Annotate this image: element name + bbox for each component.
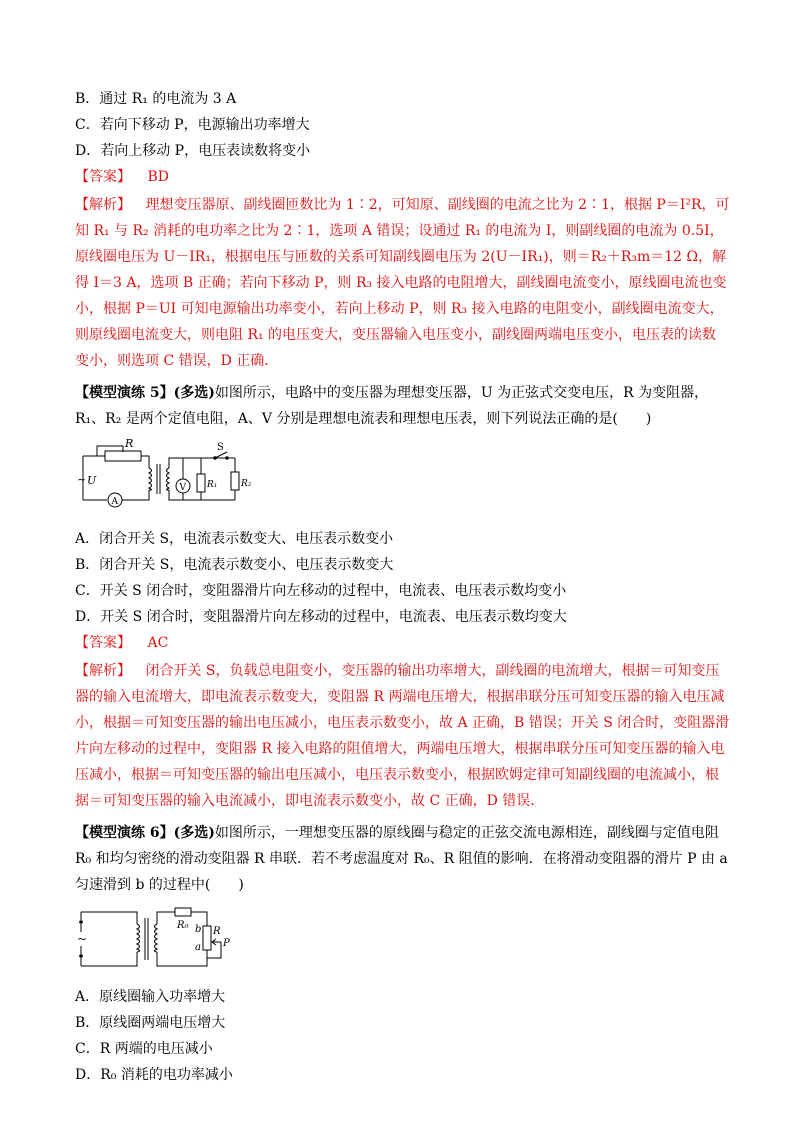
resistor-r0 bbox=[175, 908, 191, 916]
q6-heading: 【模型演练 6】(多选) bbox=[75, 825, 215, 841]
label-ac-tilde: ~ bbox=[77, 473, 87, 486]
q6-option-a: A．原线圈输入功率增大 bbox=[75, 989, 226, 1005]
q5-option-a: A．闭合开关 S，电流表示数变大、电压表示数变小 bbox=[75, 531, 394, 547]
label-r2: R₂ bbox=[241, 479, 252, 489]
q5-answer-line bbox=[75, 632, 730, 654]
label-b: b bbox=[195, 924, 202, 935]
label-switch-s: S bbox=[217, 442, 224, 453]
q5-option-c: C．开关 S 闭合时，变阻器滑片向左移动的过程中，电流表、电压表示数均变小 bbox=[75, 583, 567, 599]
analysis-text: 理想变压器原、副线圈匝数比为 1∶2，可知原、副线圈的电流之比为 2∶1，根据 P＝I²R，可知 R₁ 与 R₂ 消耗的电功率之比为 2∶1，选项 A 错误；设通过 R₁ 的电流为 I，则副线圈的电流为 0.5I，原线圈电压为 U－IR₁，根据电压与匝数的关系可知副线圈电压为 2(U－IR₁)，则＝R₂＋R₃m＝12 Ω，解得 I＝3 A，选项 B 正确；若向下移动 P，则 R₃ 接入电路的电阻增大，副线圈电流变小，原线圈电流也变小，根据 P＝UI 可知电源输出功率变小，若向上移动 P，则 R₃ 接入电路的电阻变小，副线圈电流变大，则原线圈电流变大，则电阻 R₁ 的电压变大，变压器输入电压变小，副线圈两端电压变小，电压表的读数变小，则选项 C 错误，D 正确． bbox=[75, 197, 730, 369]
rheostat-r bbox=[203, 926, 211, 950]
q5-stem bbox=[75, 380, 730, 432]
q4-analysis bbox=[75, 192, 730, 374]
q6-circuit-figure bbox=[77, 904, 730, 980]
q6-option-d: D．R₀ 消耗的电功率减小 bbox=[75, 1067, 233, 1083]
q4-option-c: C．若向下移动 P，电源输出功率增大 bbox=[75, 117, 310, 133]
label-voltmeter: V bbox=[179, 483, 186, 493]
q5-circuit-diagram bbox=[77, 438, 257, 518]
q6-stem bbox=[75, 820, 730, 898]
document-page bbox=[75, 88, 730, 1086]
q5-heading: 【模型演练 5】(多选) bbox=[75, 385, 215, 401]
answer-value: BD bbox=[147, 169, 169, 185]
label-r: R bbox=[213, 926, 221, 937]
q5-option-b: B．闭合开关 S，电流表示数变小、电压表示数变大 bbox=[75, 557, 394, 573]
answer-tag: 【答案】 bbox=[75, 635, 131, 651]
q6-stem-text: 如图所示，一理想变压器的原线圈与稳定的正弦交流电源相连，副线圈与定值电阻 R₀ 和均匀密绕的滑动变阻器 R 串联．若不考虑温度对 R₀、R 阻值的影响．在将滑动变阻器的滑片 P 由 a 匀速滑到 b 的过程中( ) bbox=[75, 825, 728, 893]
q4-answer-line bbox=[75, 166, 730, 188]
q5-stem-text: 如图所示，电路中的变压器为理想变压器，U 为正弦式交变电压，R 为变阻器，R₁、R₂ 是两个定值电阻，A、V 分别是理想电流表和理想电压表，则下列说法正确的是( ) bbox=[75, 385, 709, 427]
label-r: R bbox=[125, 438, 134, 450]
label-r1: R₁ bbox=[207, 480, 218, 490]
q6-circuit-diagram bbox=[77, 904, 257, 976]
label-p: P bbox=[223, 938, 230, 949]
analysis-text: 闭合开关 S，负载总电阻变小，变压器的输出功率增大，副线圈的电流增大，根据＝可知变压器的输入电流增大，即电流表示数变大，变阻器 R 两端电压增大，根据串联分压可知变压器的输入电压减小，根据＝可知变压器的输出电压减小，电压表示数变小，故 A 正确，B 错误；开关 S 闭合时，变阻器滑片向左移动的过程中，变阻器 R 接入电路的阻值增大，两端电压增大，根据串联分压可知变压器的输入电压减小，根据＝可知变压器的输出电压减小，电压表示数变小，根据欧姆定律可知副线圈的电流减小，根据＝可知变压器的输入电流减小，即电流表示数变小，故 C 正确，D 错误． bbox=[75, 663, 730, 809]
q5-circuit-figure bbox=[77, 438, 730, 522]
q6-option-b: B．原线圈两端电压增大 bbox=[75, 1015, 226, 1031]
analysis-tag: 【解析】 bbox=[75, 663, 131, 679]
q4-option-b: B．通过 R₁ 的电流为 3 A bbox=[75, 91, 237, 107]
label-r0: R₀ bbox=[177, 920, 189, 931]
answer-value: AC bbox=[147, 635, 169, 651]
q5-option-d: D．开关 S 闭合时，变阻器滑片向左移动的过程中，电流表、电压表示数均变大 bbox=[75, 609, 567, 625]
label-u: U bbox=[87, 474, 97, 487]
label-a: a bbox=[195, 942, 201, 953]
q4-option-d: D．若向上移动 P，电压表读数将变小 bbox=[75, 143, 311, 159]
q5-analysis bbox=[75, 658, 730, 814]
answer-tag: 【答案】 bbox=[75, 169, 131, 185]
analysis-tag: 【解析】 bbox=[75, 197, 131, 213]
rheostat-r bbox=[105, 451, 141, 461]
label-ac-tilde: ~ bbox=[77, 932, 88, 946]
label-ammeter: A bbox=[111, 497, 118, 507]
q6-option-c: C．R 两端的电压减小 bbox=[75, 1041, 213, 1057]
